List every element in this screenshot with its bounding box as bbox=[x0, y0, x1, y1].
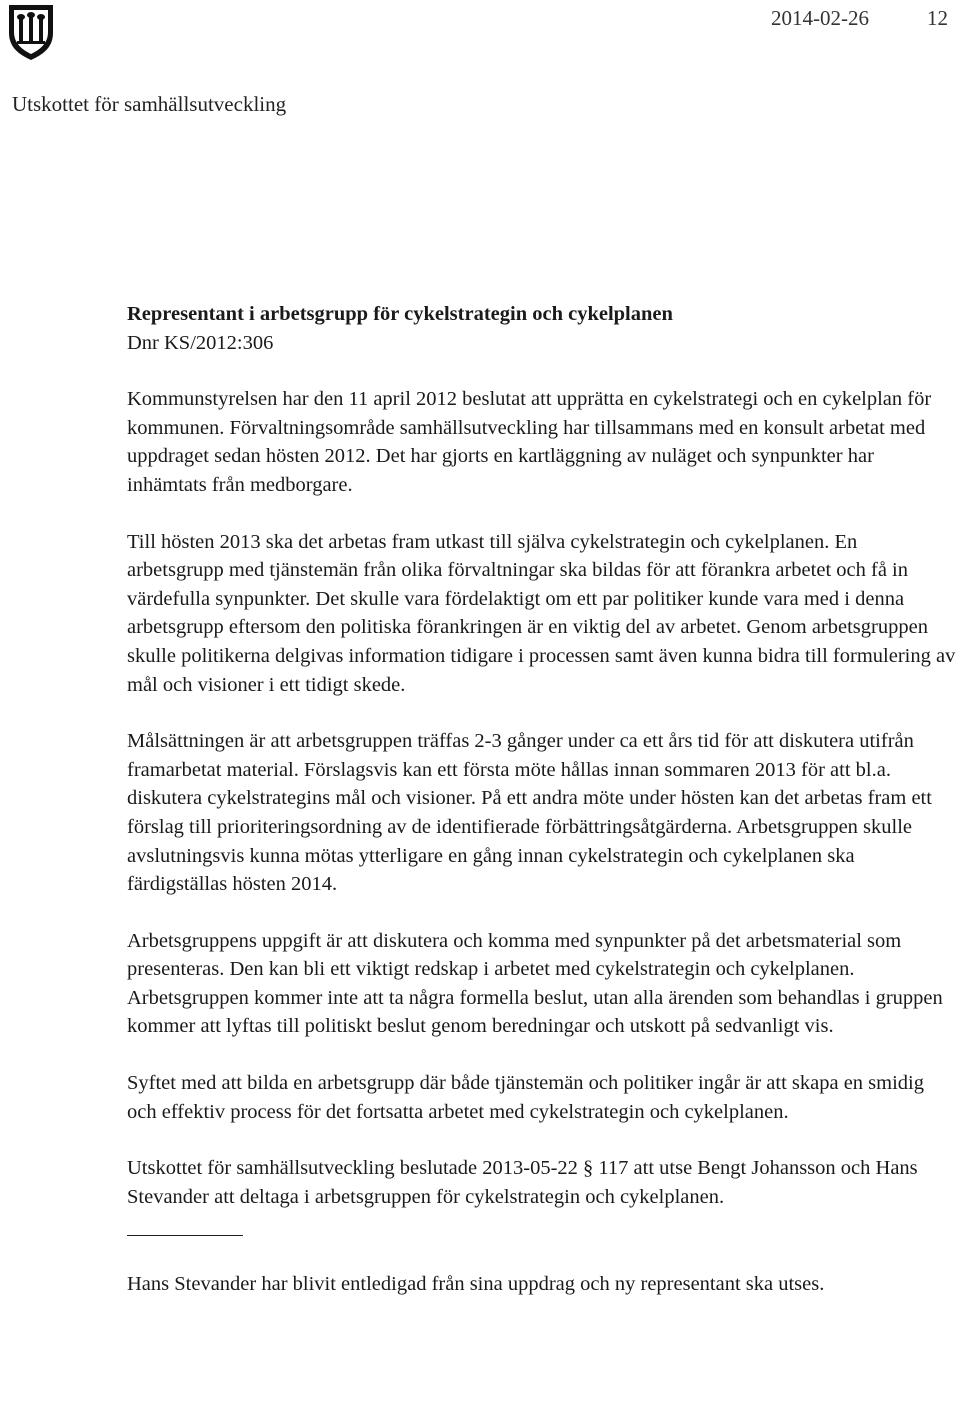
item-title: Representant i arbetsgrupp för cykelstrategin och cykelplanen bbox=[127, 303, 673, 325]
page-header bbox=[771, 6, 948, 31]
case-number: Dnr KS/2012:306 bbox=[127, 331, 274, 354]
footnote-divider bbox=[127, 1235, 243, 1236]
paragraph-3: Målsättningen är att arbetsgruppen träffas 2-3 gånger under ca ett års tid för att diskutera utifrån framarbetat material. Förslagsvis kan ett första möte hållas innan sommaren 2013 för att bl.a. diskutera cykelstrategins mål och visioner. På ett andra möte under hösten kan det arbetas fram ett förslag till prioriteringsordning av de identifierade förbättringsåtgärderna. Arbetsgruppen skulle avslutningsvis kunna mötas ytterligare en gång innan cykelstrategin och cykelplanen ska färdigställas hösten 2014. bbox=[127, 730, 932, 896]
page-number: 12 bbox=[927, 6, 948, 30]
paragraph-2: Till hösten 2013 ska det arbetas fram utkast till själva cykelstrategin och cykelplanen. En arbetsgrupp med tjänstemän från olika förvaltningar ska bildas för att förankra arbetet och få in värdefulla synpunkter. Det skulle vara fördelaktigt om ett par politiker kunde vara med i denna arbetsgrupp eftersom den politiska förankringen är en viktig del av arbetet. Genom arbetsgruppen skulle politikerna delgivas information tidigare i processen samt även kunna bidra till formulering av mål och visioner i ett tidigt skede. bbox=[127, 530, 956, 696]
footnote: Hans Stevander har blivit entledigad från sina uppdrag och ny representant ska utses. bbox=[127, 1273, 825, 1296]
municipal-crest-icon bbox=[7, 3, 55, 61]
agenda-item bbox=[127, 300, 957, 1299]
paragraph-1: Kommunstyrelsen har den 11 april 2012 beslutat att upprätta en cykelstrategi och en cykelplan för kommunen. Förvaltningsområde samhällsutveckling har tillsammans med en konsult arbetat med uppdraget sedan hösten 2012. Det har gjorts en kartläggning av nuläget och synpunkter har inhämtats från medborgare. bbox=[127, 388, 932, 496]
document-date: 2014-02-26 bbox=[771, 6, 869, 30]
paragraph-4: Arbetsgruppens uppgift är att diskutera och komma med synpunkter på det arbetsmaterial som presenteras. Den kan bli ett viktigt redskap i arbetet med cykelstrategin och cykelplanen. Arbetsgruppen kommer inte att ta några formella beslut, utan alla ärenden som behandlas i gruppen kommer att lyftas till politiskt beslut genom beredningar och utskott på sedvanligt vis. bbox=[127, 929, 943, 1038]
paragraph-5: Syftet med att bilda en arbetsgrupp där både tjänstemän och politiker ingår är att skapa en smidig och effektiv process för det fortsatta arbetet med cykelstrategin och cykelplanen. bbox=[127, 1072, 924, 1123]
paragraph-6: Utskottet för samhällsutveckling beslutade 2013-05-22 § 117 att utse Bengt Johansson och Hans Stevander att deltaga i arbetsgruppen för cykelstrategin och cykelplanen. bbox=[127, 1157, 918, 1208]
committee-name: Utskottet för samhällsutveckling bbox=[12, 92, 287, 116]
